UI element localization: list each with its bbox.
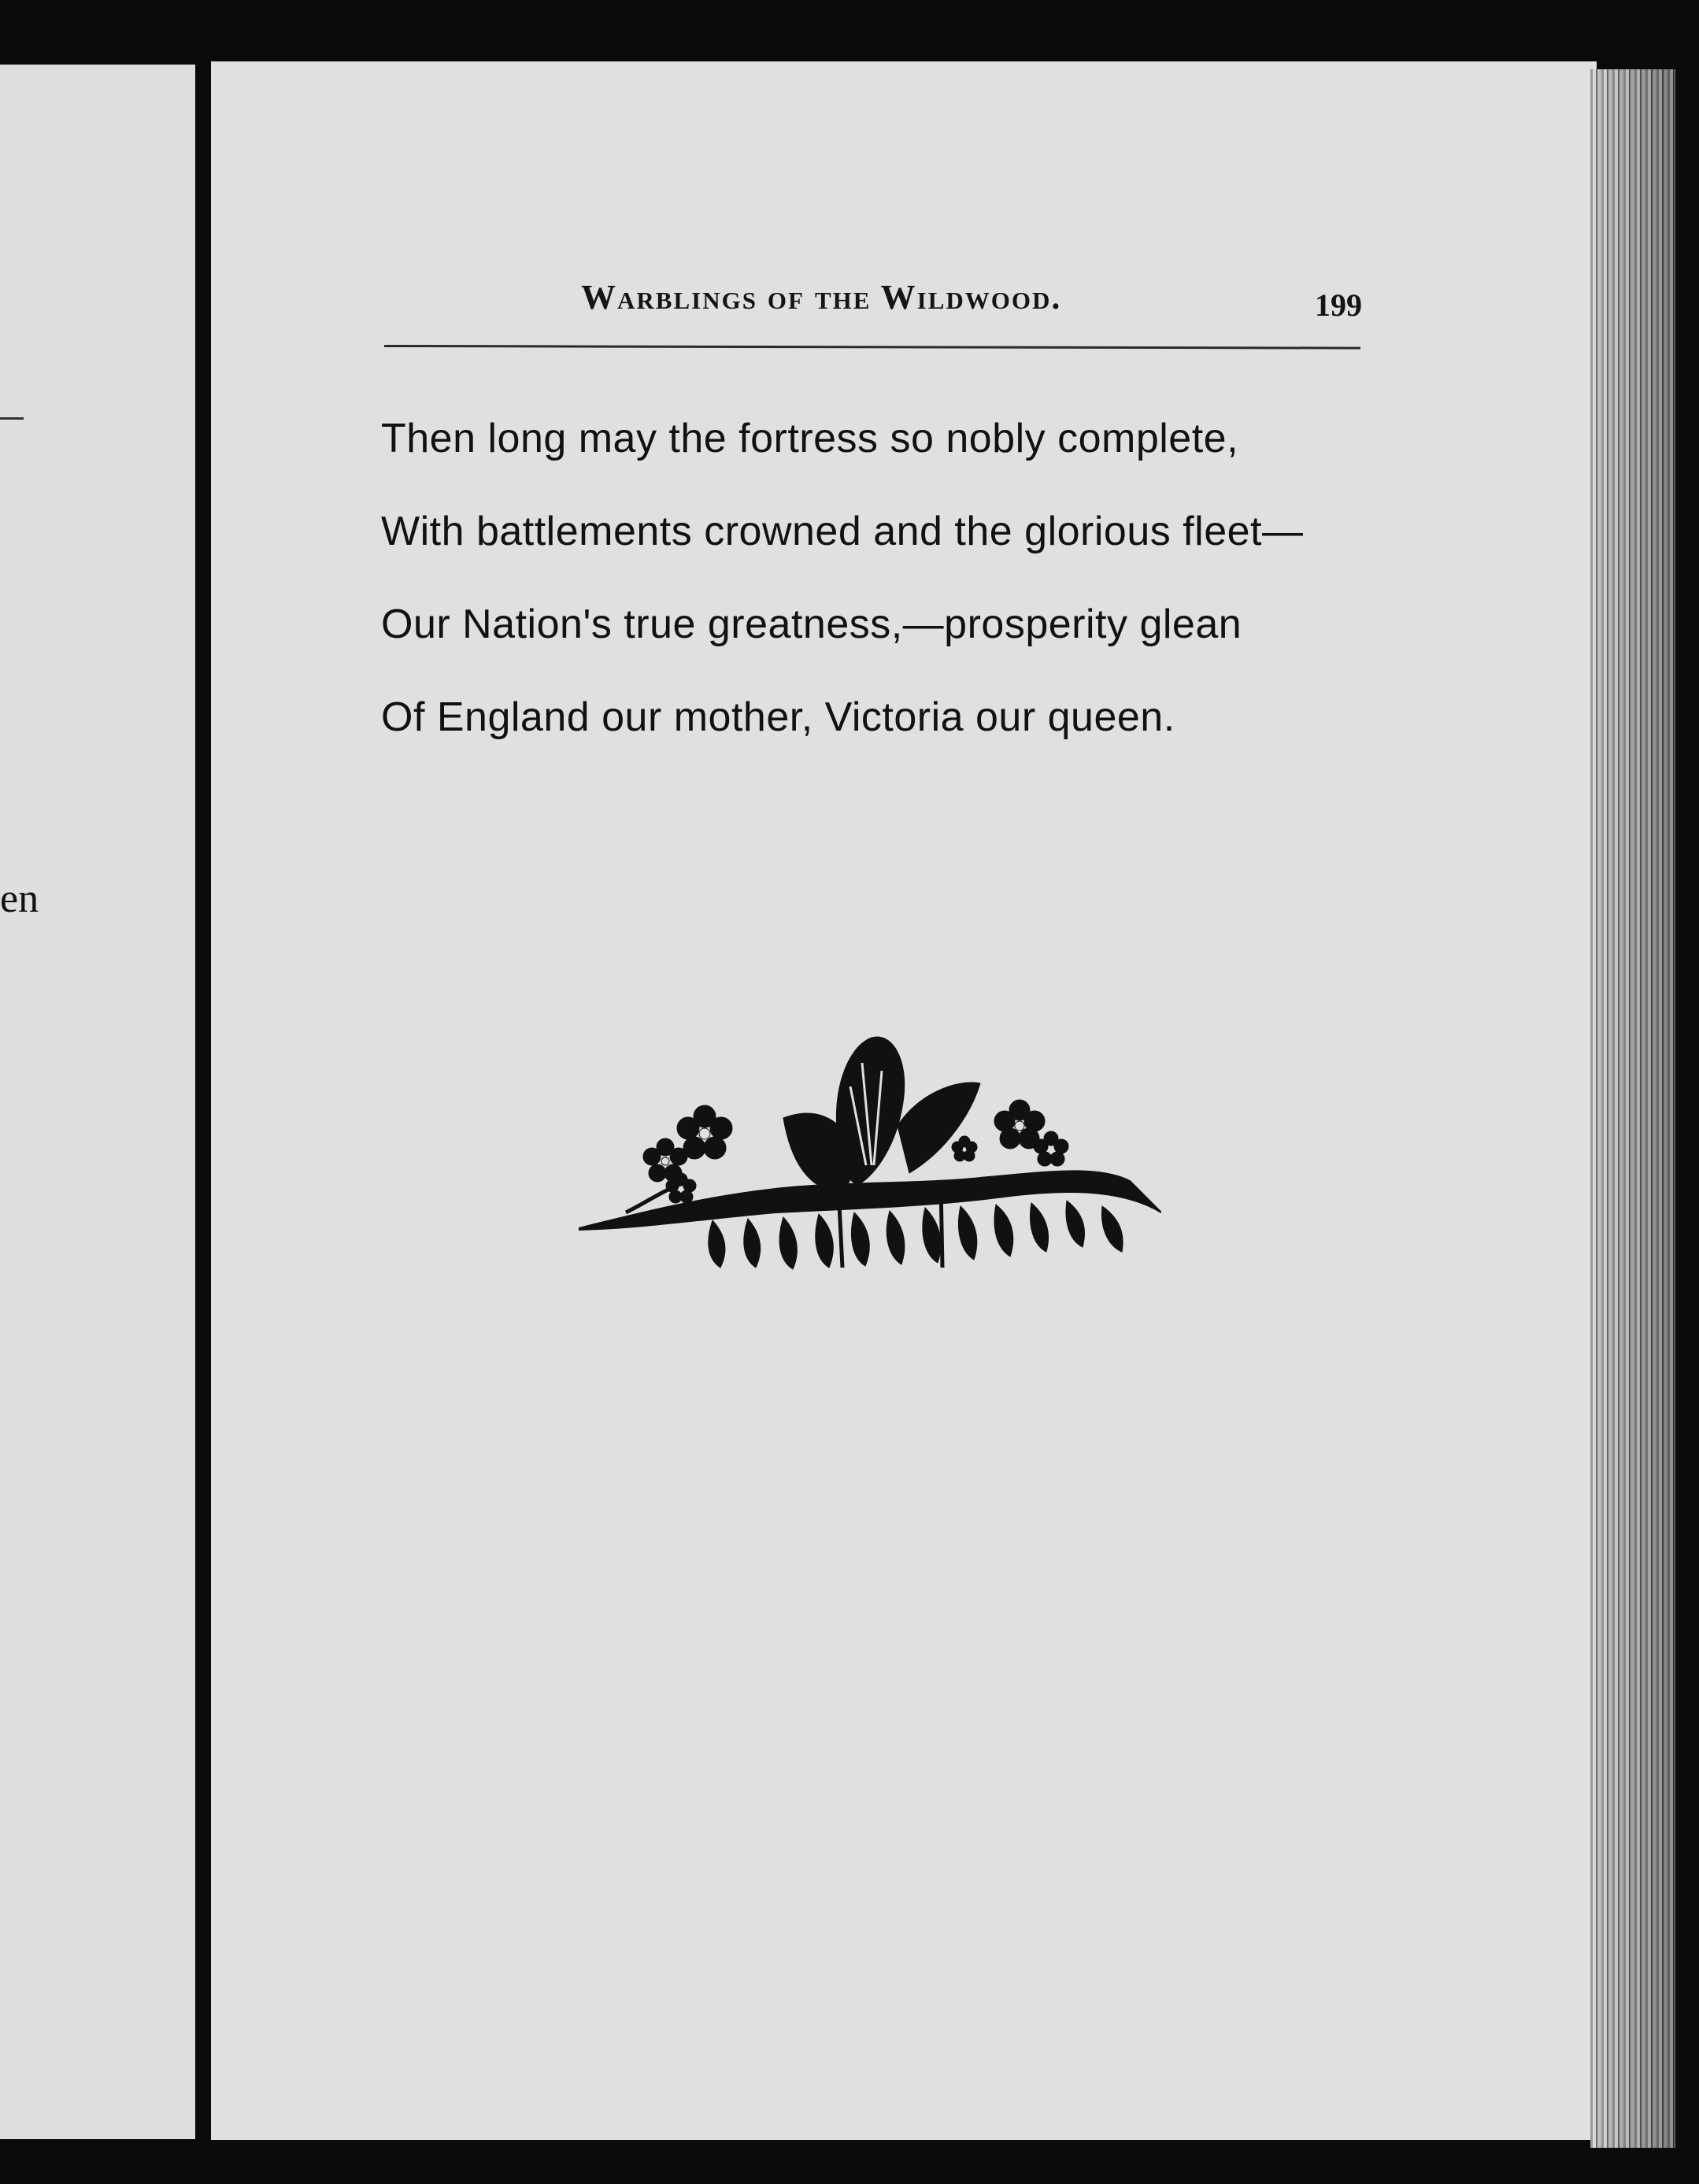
book-gutter [195, 65, 211, 2139]
left-page-rule [0, 417, 24, 420]
poem-line: Then long may the fortress so nobly complete, [381, 416, 1239, 461]
running-head: Warblings of the Wildwood. [581, 278, 1062, 316]
page-number: 199 [1315, 287, 1362, 323]
poem-stanza [381, 392, 1405, 764]
left-page-text-fragment: en [0, 876, 39, 921]
page-edges [1590, 69, 1675, 2148]
scan-border [1675, 0, 1699, 2184]
poem-line: Of England our mother, Victoria our queen. [381, 694, 1175, 740]
poem-line: Our Nation's true greatness,—prosperity glean [381, 602, 1242, 647]
poem-line: With battlements crowned and the glorious fleet— [381, 509, 1304, 554]
butterfly-floral-vignette-icon [579, 1031, 1161, 1283]
facing-page-left [0, 65, 195, 2139]
